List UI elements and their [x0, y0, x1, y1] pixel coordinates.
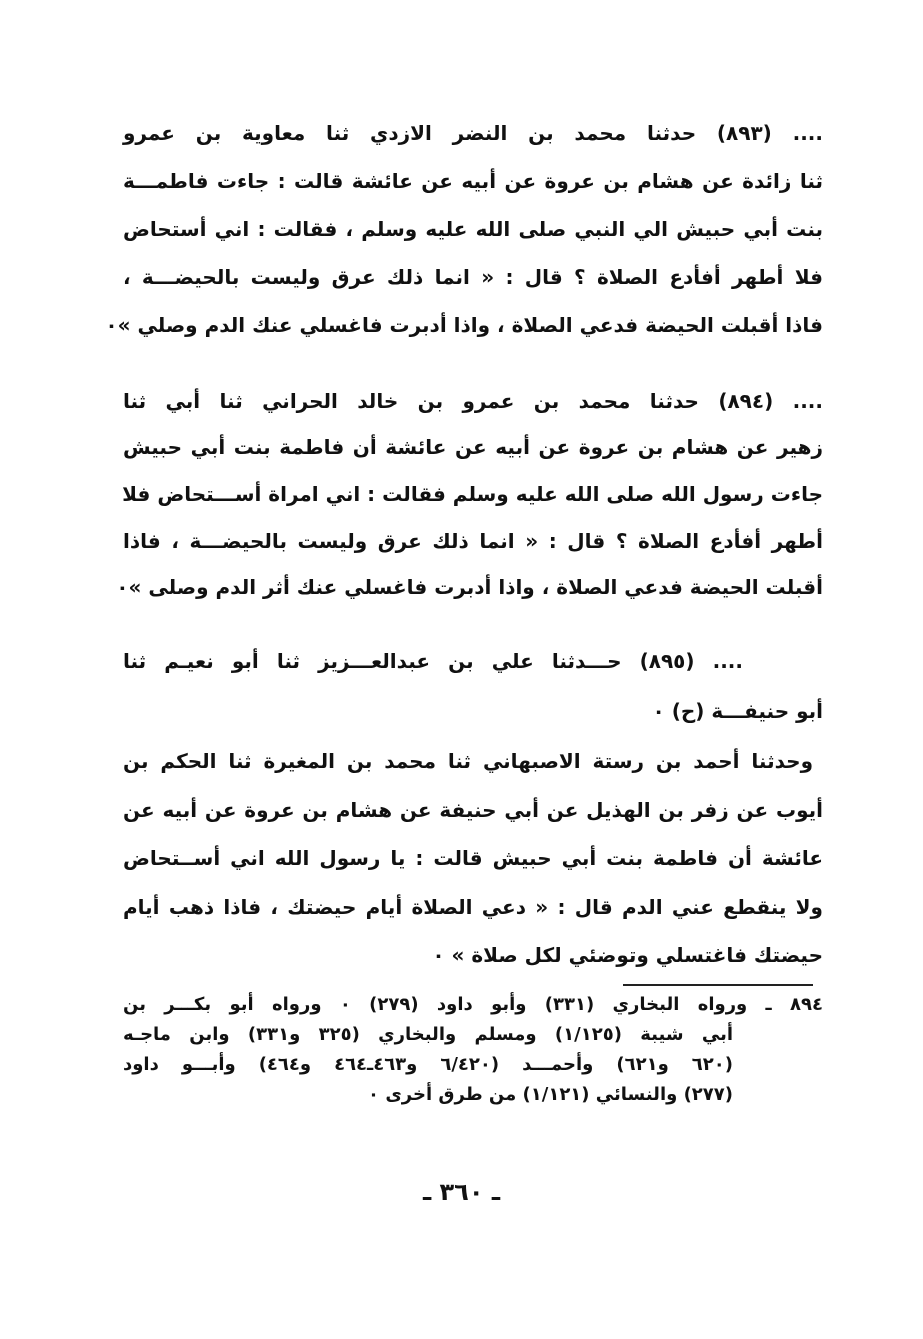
hadith-893-line-2: ثنا زائدة عن هشام بن عروة عن أبيه عن عائشة قالت : جاءت فاطمـــة — [123, 169, 823, 193]
footnote-line-4: (٢٧٧) والنسائي (١/١٢١) من طرق أخرى ٠ — [368, 1084, 733, 1105]
hadith-893-line-1: .... (٨٩٣) حدثنا محمد بن النضر الازدي ثنا معاوية بن عمرو — [123, 121, 823, 145]
hadith-893-line-4: فلا أطهر أفأدع الصلاة ؟ قال : « انما ذلك عرق وليست بالحيضـــة ، — [123, 265, 823, 289]
hadith-893-line-5: فاذا أقبلت الحيضة فدعي الصلاة ، واذا أدبرت فاغسلي عنك الدم وصلي »٠ — [105, 313, 823, 337]
page-number: ـ ٣٦٠ ـ — [422, 1178, 501, 1206]
hadith-894-line-5: أقبلت الحيضة فدعي الصلاة ، واذا أدبرت فاغسلي عنك أثر الدم وصلى »٠ — [116, 575, 823, 599]
hadith-895-line-1: .... (٨٩٥) حـــدثنا علي بن عبدالعـــزيز ثنا أبو نعيـم ثنا — [123, 649, 743, 673]
footnote-line-3: (٦٢٠ و٦٢١) وأحمـــد (٦/٤٢٠ و٤٦٣ـ٤٦٤ و٤٦٤) وأبـــو داود — [123, 1054, 733, 1075]
hadith-894-line-4: أطهر أفأدع الصلاة ؟ قال : « انما ذلك عرق وليست بالحيضـــة ، فاذا — [123, 529, 823, 553]
hadith-894-line-1: .... (٨٩٤) حدثنا محمد بن عمرو بن خالد الحراني ثنا أبي ثنا — [123, 389, 823, 413]
hadith-894-line-2: زهير عن هشام بن عروة عن أبيه عن عائشة أن فاطمة بنت أبي حبيش — [123, 435, 823, 459]
hadith-895-line-6: ولا ينقطع عني الدم قال : « دعي الصلاة أيام حيضتك ، فاذا ذهب أيام — [123, 895, 823, 919]
footnote-separator — [623, 984, 813, 986]
footnote-line-2: أبي شيبة (١/١٢٥) ومسلم والبخاري (٣٢٥ و٣٣١) وابن ماجـه — [123, 1024, 733, 1045]
hadith-895-line-3: وحدثنا أحمد بن رستة الاصبهاني ثنا محمد بن المغيرة ثنا الحكم بن — [123, 749, 813, 773]
hadith-895-line-4: أيوب عن زفر بن الهذيل عن أبي حنيفة عن هشام بن عروة عن أبيه عن — [123, 798, 823, 822]
hadith-895-line-7: حيضتك فاغتسلي وتوضئي لكل صلاة » ٠ — [432, 943, 823, 967]
hadith-895-line-2: أبو حنيفـــة (ح) ٠ — [652, 699, 823, 723]
hadith-894-line-3: جاءت رسول الله صلى الله عليه وسلم فقالت : اني امراة أســـتحاض فلا — [122, 482, 823, 506]
hadith-893-line-3: بنت أبي حبيش الي النبي صلى الله عليه وسلم ، فقالت : اني أستحاض — [123, 217, 823, 241]
footnote-line-1: ٨٩٤ ـ ورواه البخاري (٣٣١) وأبو داود (٢٧٩) ٠ ورواه أبو بكـــر بن — [123, 994, 823, 1015]
hadith-895-line-5: عائشة أن فاطمة بنت أبي حبيش قالت : يا رسول الله اني أســتحاض — [123, 846, 823, 870]
